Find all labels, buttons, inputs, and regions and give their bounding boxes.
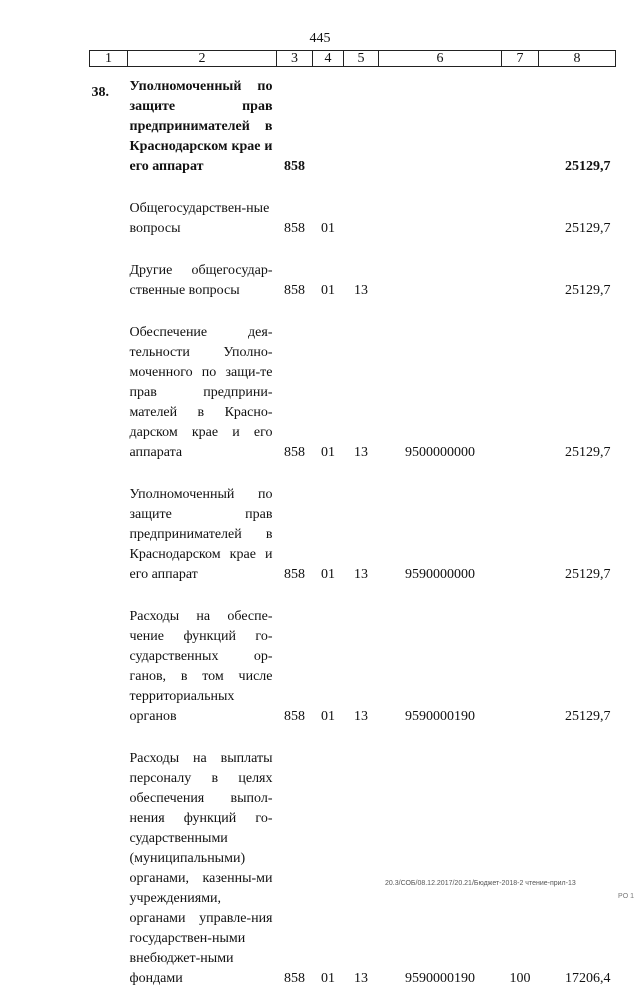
row-rz-code: 01: [321, 282, 335, 298]
document-stamp: 20.3/СОБ/08.12.2017/20.21/Бюджет-2018-2 чтение-прил-13: [385, 880, 576, 887]
corner-mark: PO 1: [618, 893, 634, 900]
row-vr-code: [502, 323, 539, 463]
row-spacer: [90, 585, 616, 607]
row-ved-code: 858: [284, 708, 305, 724]
row-rz-code: 01: [321, 970, 335, 986]
row-csr-code: 9500000000: [405, 444, 475, 460]
row-csr-code: 9590000190: [405, 708, 475, 724]
row-rz-code: 01: [321, 444, 335, 460]
table-row: [90, 485, 616, 585]
row-spacer: [90, 301, 616, 323]
row-ved-code: 858: [284, 282, 305, 298]
row-ved-code: 858: [284, 220, 305, 236]
header-cell: 8: [539, 51, 616, 67]
budget-table: [89, 50, 616, 989]
row-name: Уполномоченный по защите прав предпринимателей в Краснодарском крае и его аппарат: [129, 78, 273, 174]
row-amount: 25129,7: [565, 220, 611, 236]
row-pr-code: [344, 67, 379, 177]
header-cell: 5: [344, 51, 379, 67]
row-csr-code: 9590000000: [405, 566, 475, 582]
row-name: Уполномоченный по защите прав предпринимателей в Краснодарском крае и его аппарат: [129, 486, 273, 582]
row-spacer: [90, 727, 616, 749]
row-pr-code: 13: [354, 444, 368, 460]
row-number: 38.: [91, 85, 109, 100]
row-rz-code: 01: [321, 708, 335, 724]
row-pr-code: 13: [354, 970, 368, 986]
row-rz-code: 01: [321, 220, 335, 236]
row-number: [90, 323, 128, 463]
row-amount: 25129,7: [565, 708, 611, 724]
row-csr-code: 9590000190: [405, 970, 475, 986]
row-rz-code: 01: [321, 566, 335, 582]
row-name: Расходы на обеспе-чение функций го-сударственных ор-ганов, в том числе территориальных органов: [129, 608, 273, 724]
row-vr-code: [502, 607, 539, 727]
row-number: [90, 485, 128, 585]
row-ved-code: 858: [284, 158, 305, 174]
table-row: [90, 67, 616, 177]
table-row: [90, 261, 616, 301]
row-name: Другие общегосудар-ственные вопросы: [129, 262, 273, 298]
row-pr-code: [344, 199, 379, 239]
row-csr-code: [379, 199, 502, 239]
row-vr-code: [502, 199, 539, 239]
header-cell: 6: [379, 51, 502, 67]
table-row: [90, 323, 616, 463]
row-vr-code: [502, 67, 539, 177]
row-number: [90, 199, 128, 239]
column-number-header: [90, 51, 616, 67]
row-amount: 25129,7: [565, 158, 611, 174]
row-spacer: [90, 177, 616, 199]
row-csr-code: [379, 67, 502, 177]
row-pr-code: 13: [354, 708, 368, 724]
row-csr-code: [379, 261, 502, 301]
row-number: [90, 749, 128, 989]
row-pr-code: 13: [354, 566, 368, 582]
row-number: [90, 261, 128, 301]
row-ved-code: 858: [284, 566, 305, 582]
row-name: Расходы на выплаты персоналу в целях обеспечения выпол-нения функций го-сударственными (муниципальными) органами, казенны-ми учреждениями, органами управле-ния государствен-ными внебюджет-ными фондами: [129, 750, 273, 986]
row-amount: 25129,7: [565, 444, 611, 460]
row-spacer: [90, 463, 616, 485]
row-vr-code: [502, 261, 539, 301]
row-ved-code: 858: [284, 444, 305, 460]
row-spacer: [90, 239, 616, 261]
row-vr-code: [502, 485, 539, 585]
row-name: Обеспечение дея-тельности Уполно-моченного по защи-те прав предприни-мателей в Красно-дарском крае и его аппарата: [129, 324, 273, 460]
header-cell: 1: [90, 51, 128, 67]
page-number: 445: [309, 31, 331, 46]
table-row: [90, 199, 616, 239]
row-vr-code: 100: [509, 970, 531, 986]
row-number: [90, 607, 128, 727]
header-cell: 2: [128, 51, 277, 67]
row-amount: 25129,7: [565, 282, 611, 298]
row-amount: 25129,7: [565, 566, 611, 582]
row-ved-code: 858: [284, 970, 305, 986]
header-cell: 7: [502, 51, 539, 67]
table-row: [90, 607, 616, 727]
header-cell: 4: [313, 51, 344, 67]
header-cell: 3: [277, 51, 313, 67]
table-row: [90, 749, 616, 989]
row-amount: 17206,4: [565, 970, 611, 986]
row-pr-code: 13: [354, 282, 368, 298]
row-rz-code: [313, 67, 344, 177]
row-name: Общегосударствен-ные вопросы: [129, 200, 270, 236]
